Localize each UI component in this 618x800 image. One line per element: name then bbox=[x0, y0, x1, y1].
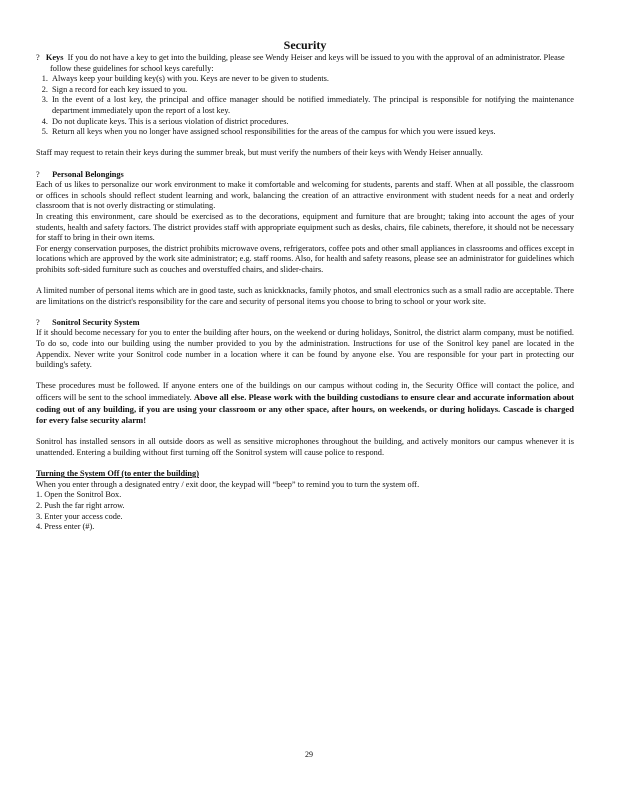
sonitrol-above-all: Above all else. bbox=[193, 392, 247, 402]
list-item: 5. Return all keys when you no longer have assigned school responsibilities for the areas of the campus for which you were issued keys. bbox=[50, 127, 574, 138]
turning-off-steps bbox=[36, 490, 574, 532]
sonitrol-bullet: ? bbox=[36, 317, 40, 327]
list-item: 2. Sign a record for each key issued to you. bbox=[50, 85, 574, 96]
personal-paragraph-3: For energy conservation purposes, the district prohibits microwave ovens, refrigerators, coffee pots and other small appliances in classrooms and offices except in locations which are approved by the work site administrator; e.g. staff rooms. Also, for health and safety reasons, please see an administrator for guidelines which prohibits soft-sided furniture such as couches and overstuffed chairs, and slider-chairs. bbox=[36, 243, 574, 274]
list-item: 1. Open the Sonitrol Box. bbox=[36, 490, 122, 500]
page-title: Security bbox=[283, 38, 327, 52]
turning-off-heading: Turning the System Off (to enter the building) bbox=[36, 469, 199, 479]
keys-bullet: ? bbox=[36, 53, 40, 62]
personal-paragraph-1: Each of us likes to personalize our work environment to make it comfortable and welcoming for students, parents and staff. When at all possible, the classroom or offices in schools should reflect student learning and work, balancing the creation of an attractive environment with student needs for a neat and orderly classroom that is not overly distracting or stimulating. bbox=[36, 180, 574, 211]
sonitrol-paragraph-2 bbox=[36, 381, 574, 426]
list-item: 4. Press enter (#). bbox=[36, 522, 95, 532]
keys-intro-text: If you do not have a key to get into the building, please see Wendy Heiser and keys will be issued to you with the approval of an administrator. Please follow these guidelines for school keys carefully: bbox=[50, 53, 565, 73]
sonitrol-paragraph-3: Sonitrol has installed sensors in all outside doors as well as sensitive microphones throughout the building, and actively monitors our campus whenever it is unattended. Entering a building without first turning off the Sonitrol system will cause police to respond. bbox=[36, 437, 574, 457]
turning-off-intro: When you enter through a designated entry / exit door, the keypad will “beep” to remind you to turn the system off. bbox=[36, 479, 420, 489]
list-item: 2. Push the far right arrow. bbox=[36, 500, 125, 510]
sonitrol-procedures-text: These procedures must be followed. If anyone enters one of the buildings on our campus without coding in, the Security Office will contact the police, and officers will be sent to the school immediately. bbox=[36, 381, 574, 402]
keys-heading: Keys bbox=[45, 53, 64, 62]
personal-paragraph-4: A limited number of personal items which are in good taste, such as knickknacks, family photos, and small electronics such as a small radio are acceptable. There are limitations on the district's responsibility for the care and security of personal items you choose to bring to school or your work site. bbox=[36, 286, 574, 306]
sonitrol-heading: Sonitrol Security System bbox=[52, 317, 140, 327]
personal-heading-row bbox=[36, 170, 574, 181]
list-item: 1. Always keep your building key(s) with you. Keys are never to be given to students. bbox=[50, 74, 574, 85]
list-item: 3. Enter your access code. bbox=[36, 511, 123, 521]
personal-paragraph-2: In creating this environment, care should be exercised as to the decorations, equipment and furniture that are brought; taking into account the ages of your students, health and safety factors. The district provides staff with appropriate equipment such as desks, chairs, file cabinets, therefore, it should not be necessary for staff to bring in their own items. bbox=[36, 211, 574, 243]
sonitrol-heading-row bbox=[36, 318, 574, 329]
personal-heading: Personal Belongings bbox=[52, 169, 124, 179]
sonitrol-paragraph-1: If it should become necessary for you to enter the building after hours, on the weekend or during holidays, Sonitrol, the district alarm company, must be notified. To do so, code into our building using the number provided to you by the administration. Instructions for use of the Sonitrol key panel are located in the Appendix. Never write your Sonitrol code number in a location where it can be found by anyone else. You are responsible for your part in protecting our building's safety. bbox=[36, 328, 574, 370]
list-item: 4. Do not duplicate keys. This is a serious violation of district procedures. bbox=[50, 117, 574, 128]
sonitrol-warning: Please work with the building custodians to ensure clear and accurate information about coding out of any building, if you are using your classroom or any other space, after hours, on weekends, or during holidays. Cascade is charged for every false security alarm! bbox=[36, 392, 575, 426]
personal-bullet: ? bbox=[36, 169, 40, 179]
keys-summer-note: Staff may request to retain their keys during the summer break, but must verify the numbers of their keys with Wendy Heiser annually. bbox=[36, 148, 483, 158]
keys-intro bbox=[36, 53, 574, 74]
keys-list bbox=[36, 74, 574, 138]
page-number: 29 bbox=[305, 750, 313, 759]
list-item: 3. In the event of a lost key, the principal and office manager should be notified immediately. The principal is responsible for notifying the maintenance department immediately upon the report of a lost key. bbox=[50, 95, 574, 116]
